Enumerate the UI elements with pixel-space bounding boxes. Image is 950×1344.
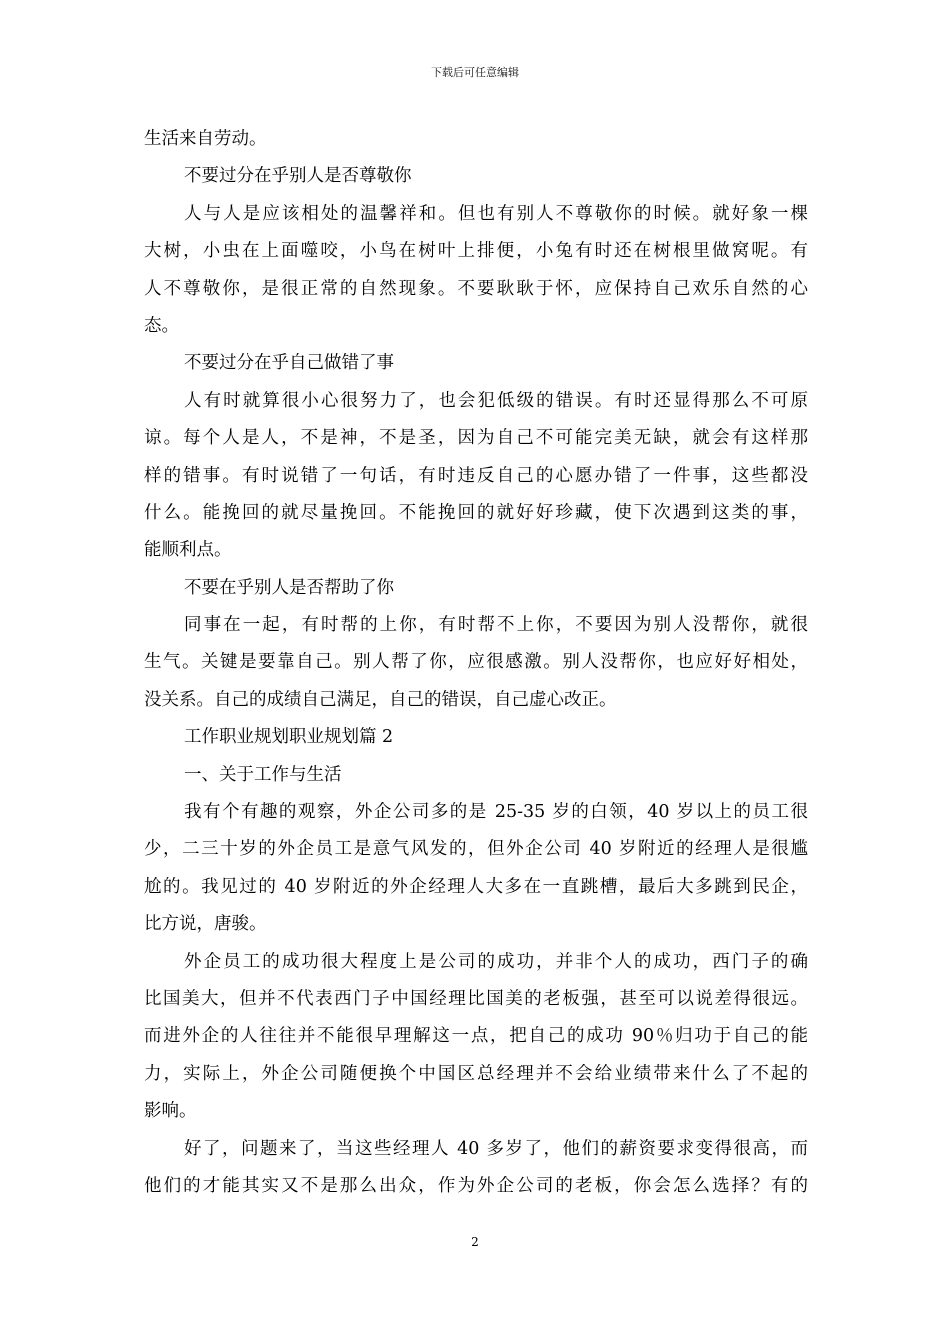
text-line: 没关系。自己的成绩自己满足，自己的错误，自己虚心改正。 bbox=[144, 689, 617, 710]
text-line: 生活来自劳动。 bbox=[144, 129, 267, 149]
text-line: 一、关于工作与生活 bbox=[184, 764, 342, 785]
text-line: 人与人是应该相处的温馨祥和。但也有别人不尊敬你的时候。就好象一棵 bbox=[184, 203, 808, 224]
page-header: 下载后可任意编辑 bbox=[431, 66, 519, 79]
text-line: 不要过分在乎自己做错了事 bbox=[184, 353, 394, 374]
text-line: 而进外企的人往往并不能很早理解这一点，把自己的成功 90％归功于自己的能 bbox=[144, 1026, 808, 1047]
text-line: 比国美大，但并不代表西门子中国经理比国美的老板强，甚至可以说差得很远。 bbox=[144, 988, 808, 1009]
text-line: 影响。 bbox=[144, 1101, 197, 1122]
text-line: 态。 bbox=[144, 315, 179, 336]
text-line: 外企员工的成功很大程度上是公司的成功，并非个人的成功，西门子的确 bbox=[184, 951, 808, 972]
text-line: 好了，问题来了，当这些经理人 40 多岁了，他们的薪资要求变得很高，而 bbox=[184, 1138, 808, 1159]
document-body bbox=[144, 121, 808, 1205]
text-line: 生气。关键是要靠自己。别人帮了你，应很感激。别人没帮你，也应好好相处， bbox=[144, 652, 808, 673]
text-line: 他们的才能其实又不是那么出众，作为外企公司的老板，你会怎么选择？有的 bbox=[144, 1175, 808, 1196]
text-line: 尬的。我见过的 40 岁附近的外企经理人大多在一直跳槽，最后大多跳到民企， bbox=[144, 876, 808, 897]
page-number: 2 bbox=[471, 1235, 479, 1249]
text-line: 工作职业规划职业规划篇 2 bbox=[184, 727, 394, 748]
text-line: 什么。能挽回的就尽量挽回。不能挽回的就好好珍藏，使下次遇到这类的事， bbox=[144, 502, 808, 523]
text-line: 不要过分在乎别人是否尊敬你 bbox=[184, 166, 412, 187]
text-line: 能顺利点。 bbox=[144, 540, 232, 561]
text-line: 比方说，唐骏。 bbox=[144, 914, 267, 935]
text-line: 少，二三十岁的外企员工是意气风发的，但外企公司 40 岁附近的经理人是很尴 bbox=[144, 839, 808, 860]
text-line: 谅。每个人是人，不是神，不是圣，因为自己不可能完美无缺，就会有这样那 bbox=[144, 428, 808, 449]
text-line: 人不尊敬你，是很正常的自然现象。不要耿耿于怀，应保持自己欢乐自然的心 bbox=[144, 278, 808, 299]
text-line: 不要在乎别人是否帮助了你 bbox=[184, 577, 394, 598]
text-line: 我有个有趣的观察，外企公司多的是 25-35 岁的白领，40 岁以上的员工很 bbox=[184, 802, 808, 823]
text-line: 人有时就算很小心很努力了，也会犯低级的错误。有时还显得那么不可原 bbox=[184, 390, 808, 411]
text-line: 力，实际上，外企公司随便换个中国区总经理并不会给业绩带来什么了不起的 bbox=[144, 1063, 808, 1084]
text-line: 同事在一起，有时帮的上你，有时帮不上你，不要因为别人没帮你，就很 bbox=[184, 615, 808, 636]
text-line: 样的错事。有时说错了一句话，有时违反自己的心愿办错了一件事，这些都没 bbox=[144, 465, 808, 486]
text-line: 大树，小虫在上面噬咬，小鸟在树叶上排便，小兔有时还在树根里做窝呢。有 bbox=[144, 241, 808, 262]
